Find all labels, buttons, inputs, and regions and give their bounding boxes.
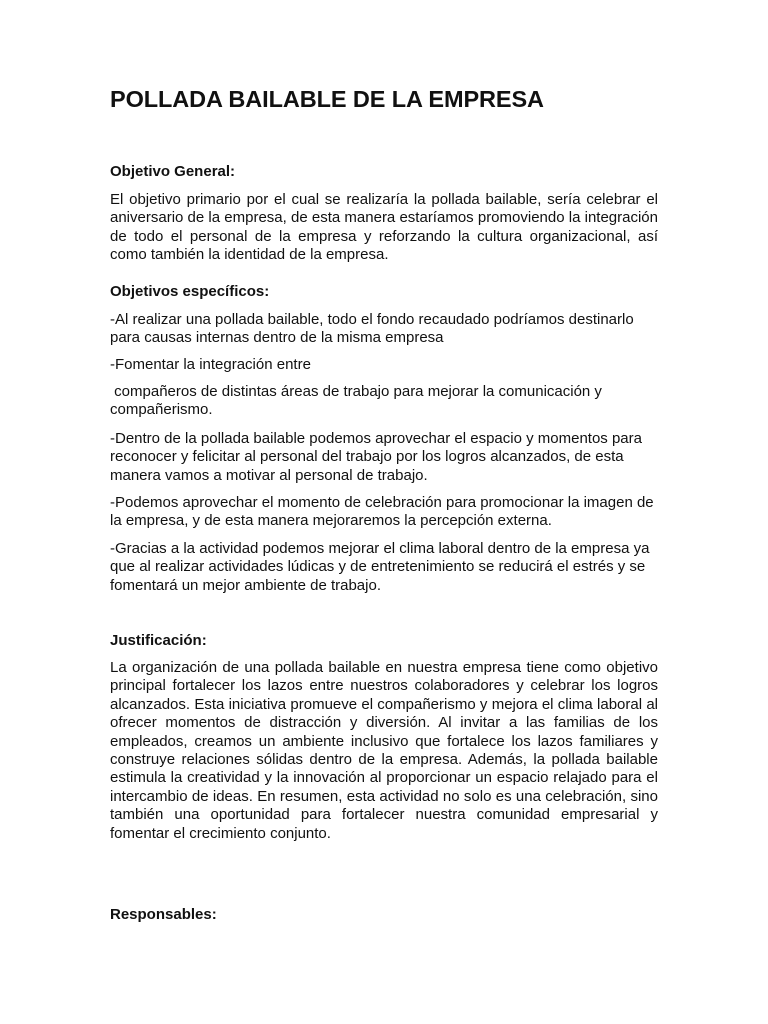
objetivo-especifico-item: -Podemos aprovechar el momento de celebración para promocionar la imagen de la empresa, y de esta manera mejoraremos la percepción externa.: [110, 494, 654, 530]
objetivo-especifico-item: -Gracias a la actividad podemos mejorar el clima laboral dentro de la empresa ya que al realizar actividades lúdicas y de entretenimiento se reducirá el estrés y se fomentará un mejor ambiente de trabajo.: [110, 540, 650, 594]
document-title: POLLADA BAILABLE DE LA EMPRESA: [110, 86, 544, 112]
objetivo-general-heading: Objetivo General:: [110, 163, 236, 180]
objetivos-especificos-heading: Objetivos específicos:: [110, 283, 270, 300]
objetivo-especifico-item: compañeros de distintas áreas de trabajo para mejorar la comunicación y compañerismo.: [110, 383, 607, 419]
responsables-heading: Responsables:: [110, 906, 217, 923]
justificacion-paragraph: La organización de una pollada bailable en nuestra empresa tiene como objetivo principal fortalecer los lazos entre nuestros colaboradores y celebrar los logros alcanzados. Esta iniciativa promueve el compañerismo y mejora el clima laboral al ofrecer momentos de distracción y diversión. Al invitar a las familias de los empleados, creamos un ambiente inclusivo que fortalece los lazos familiares y construye relaciones sólidas dentro de la empresa. Además, la pollada bailable estimula la creatividad y la innovación al proporcionar un espacio relajado para el intercambio de ideas. En resumen, esta actividad no solo es una celebración, sino también una oportunidad para fortalecer nuestra comunidad empresarial y fomentar el crecimiento conjunto.: [110, 659, 658, 842]
objetivo-especifico-item: -Fomentar la integración entre: [110, 356, 311, 373]
objetivo-general-paragraph: El objetivo primario por el cual se realizaría la pollada bailable, sería celebrar el aniversario de la empresa, de esta manera estaríamos promoviendo la integración de todo el personal de la empresa y reforzando la cultura organizacional, así como también la identidad de la empresa.: [110, 191, 658, 264]
justificacion-heading: Justificación:: [110, 632, 207, 649]
objetivo-especifico-item: -Dentro de la pollada bailable podemos aprovechar el espacio y momentos para reconocer y felicitar al personal del trabajo por los logros alcanzados, de esta manera vamos a motivar al personal de trabajo.: [110, 430, 642, 484]
objetivo-especifico-item: -Al realizar una pollada bailable, todo el fondo recaudado podríamos destinarlo para causas internas dentro de la misma empresa: [110, 311, 634, 347]
